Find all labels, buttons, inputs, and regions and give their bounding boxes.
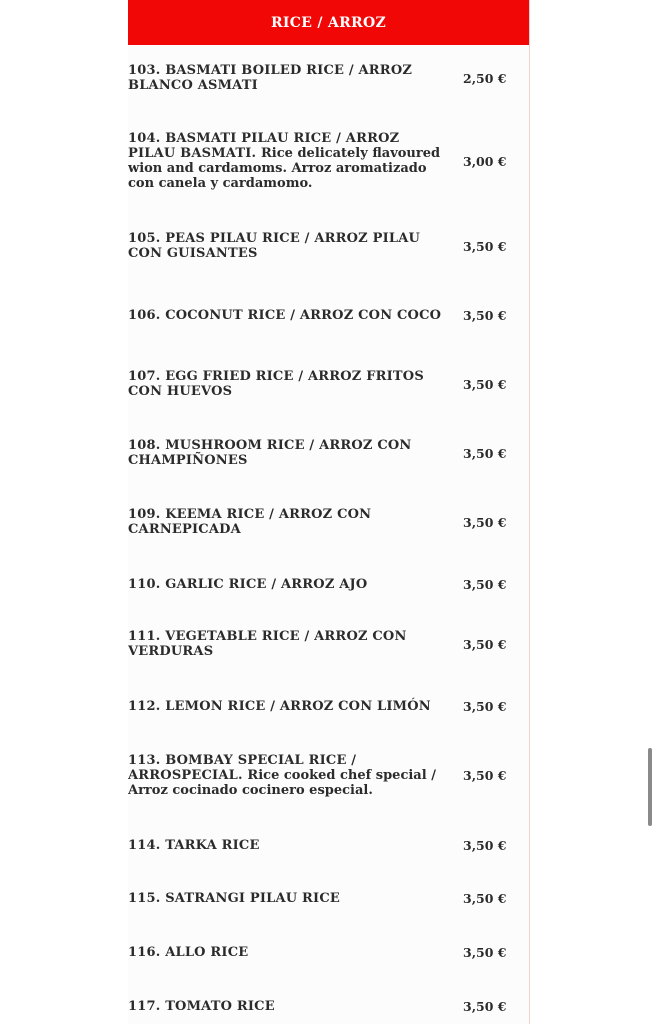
item-name: 110. GARLIC RICE / ARROZ AJO — [128, 576, 368, 592]
section-header — [128, 0, 529, 45]
item-description: Rice cooked chef special / Arroz cocinado cocinero especial. — [128, 767, 436, 798]
menu-item-114[interactable] — [128, 835, 529, 855]
item-price: 3,50 € — [463, 636, 507, 652]
item-price: 3,50 € — [463, 307, 507, 323]
item-name: 109. KEEMA RICE / ARROZ CON CARNEPICADA — [128, 507, 372, 537]
item-price: 3,50 € — [463, 445, 507, 461]
menu-item-106[interactable] — [128, 298, 529, 332]
item-name: 108. MUSHROOM RICE / ARROZ CON CHAMPIÑONES — [128, 438, 412, 468]
item-price: 3,50 € — [463, 890, 507, 906]
item-name: 114. TARKA RICE — [128, 837, 260, 853]
item-price: 3,50 € — [463, 998, 507, 1014]
item-name: 107. EGG FRIED RICE / ARROZ FRITOS CON HUEVOS — [128, 369, 424, 399]
item-price: 3,50 € — [463, 238, 507, 254]
item-name: 113. BOMBAY SPECIAL RICE / ARROSPECIAL. — [128, 752, 357, 783]
menu-item-117[interactable] — [128, 996, 529, 1016]
scrollbar[interactable] — [648, 748, 652, 826]
menu-item-111[interactable] — [128, 627, 529, 661]
menu-item-104[interactable] — [128, 129, 529, 193]
menu-item-116[interactable] — [128, 942, 529, 962]
menu-item-105[interactable] — [128, 229, 529, 263]
item-price: 3,50 € — [463, 576, 507, 592]
item-price: 3,50 € — [463, 698, 507, 714]
menu-card — [128, 0, 530, 1024]
item-name: 111. VEGETABLE RICE / ARROZ CON VERDURAS — [128, 629, 407, 659]
menu-item-109[interactable] — [128, 505, 529, 539]
item-price: 2,50 € — [463, 70, 507, 86]
menu-item-108[interactable] — [128, 436, 529, 470]
item-price: 3,50 € — [463, 767, 507, 783]
menu-item-103[interactable] — [128, 61, 529, 95]
item-name: 117. TOMATO RICE — [128, 998, 275, 1014]
menu-item-113[interactable] — [128, 750, 529, 800]
menu-item-112[interactable] — [128, 696, 529, 716]
menu-item-107[interactable] — [128, 367, 529, 401]
item-name: 115. SATRANGI PILAU RICE — [128, 890, 340, 906]
item-name: 112. LEMON RICE / ARROZ CON LIMÓN — [128, 698, 431, 714]
item-price: 3,00 € — [463, 153, 507, 169]
item-price: 3,50 € — [463, 376, 507, 392]
item-price: 3,50 € — [463, 514, 507, 530]
section-title: RICE / ARROZ — [270, 14, 386, 31]
item-name: 103. BASMATI BOILED RICE / ARROZ BLANCO ASMATI — [128, 63, 413, 93]
item-name: 116. ALLO RICE — [128, 944, 249, 960]
item-price: 3,50 € — [463, 837, 507, 853]
item-name: 104. BASMATI PILAU RICE / ARROZ PILAU BASMATI. — [128, 131, 400, 161]
item-name: 105. PEAS PILAU RICE / ARROZ PILAU CON GUISANTES — [128, 231, 421, 261]
menu-item-115[interactable] — [128, 888, 529, 908]
item-description: Rice delicately flavoured wion and cardamoms. Arroz aromatizado con canela y cardamomo. — [128, 146, 441, 191]
menu-item-110[interactable] — [128, 574, 529, 594]
item-name: 106. COCONUT RICE / ARROZ CON COCO — [128, 307, 442, 323]
item-price: 3,50 € — [463, 944, 507, 960]
